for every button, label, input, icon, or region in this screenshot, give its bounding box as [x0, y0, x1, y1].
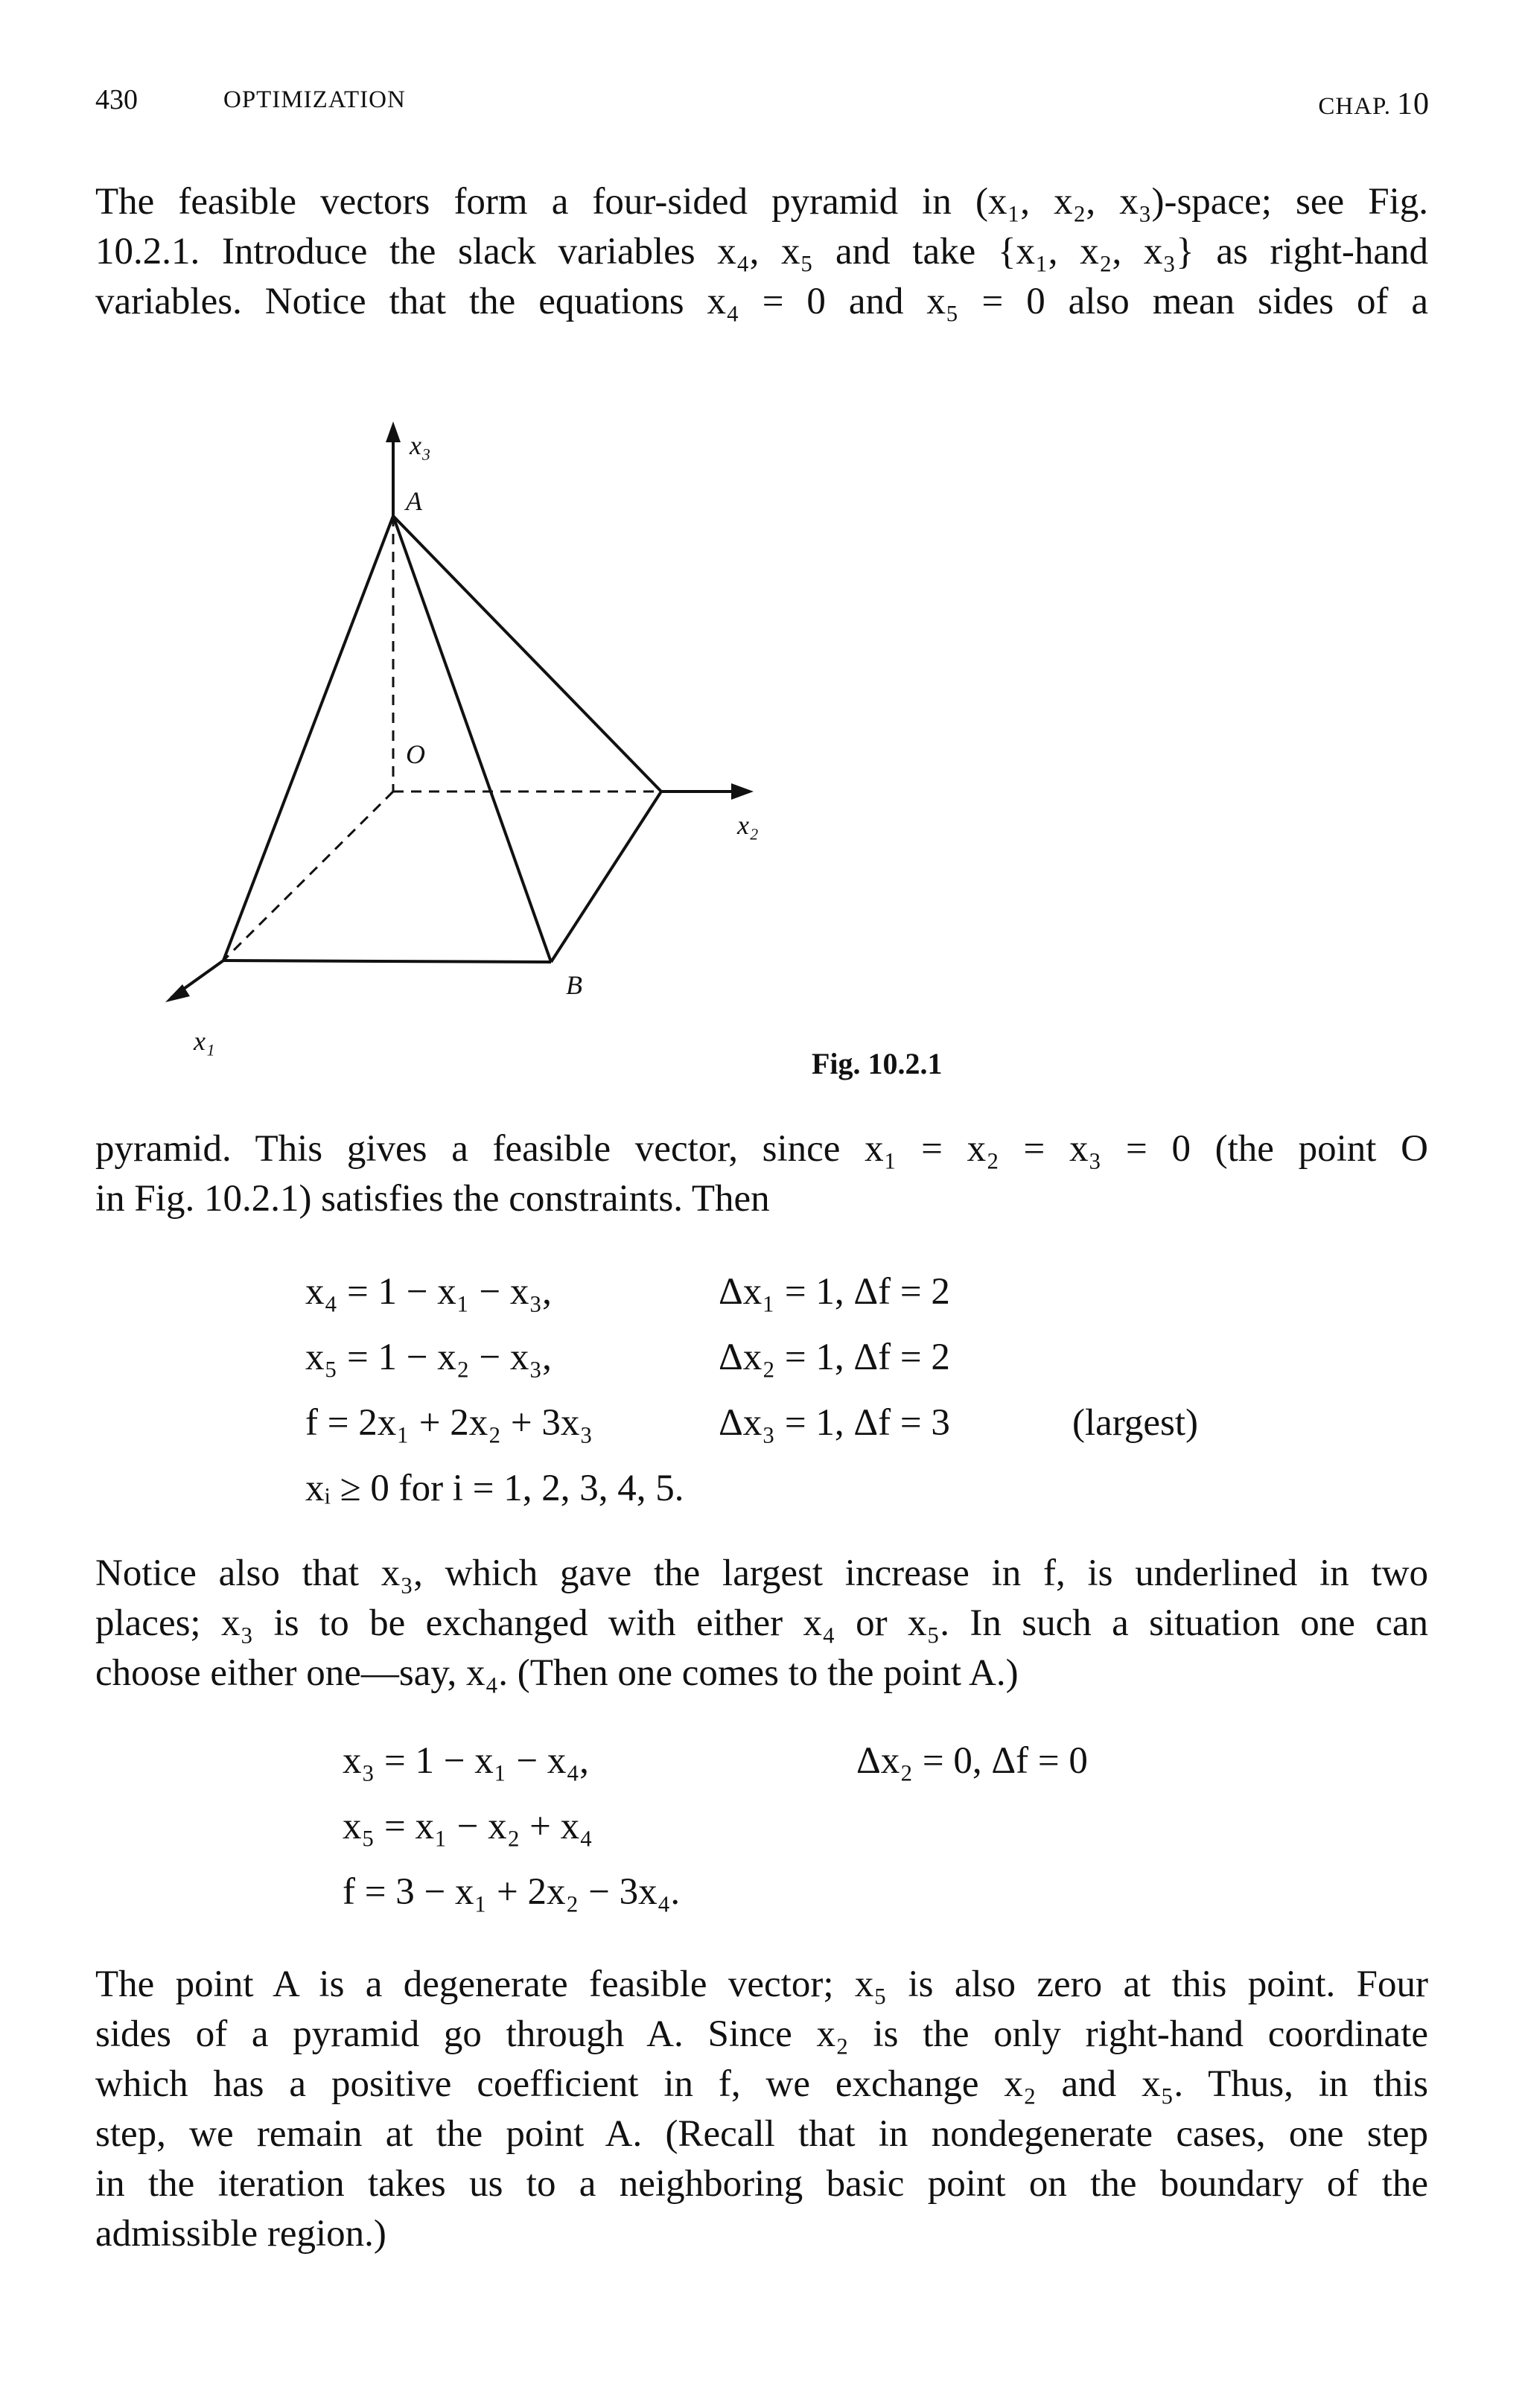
- text-line: variables. Notice that the equations x₄ = 0 and x₅ = 0 also mean sides of a: [95, 281, 1428, 322]
- text-line: in the iteration takes us to a neighboring basic point on the boundary of the: [95, 2163, 1428, 2205]
- paragraph-1: [95, 177, 1428, 327]
- equation-rhs: Δx₁ = 1, Δf = 2: [719, 1271, 950, 1313]
- text-line: 10.2.1. Introduce the slack variables x₄, x₅ and take {x₁, x₂, x₃} as right-hand: [95, 231, 1428, 273]
- equation-system-2: [343, 1735, 1311, 1914]
- page-number: 430: [95, 84, 138, 115]
- x2-arrow-icon: [731, 783, 754, 800]
- figure-caption: Fig. 10.2.1: [812, 1047, 943, 1080]
- paragraph-2: [95, 1124, 1428, 1224]
- text-line: step, we remain at the point A. (Recall that in nondegenerate cases, one step: [95, 2113, 1428, 2155]
- text-line: Notice also that x₃, which gave the largest increase in f, is underlined in two: [95, 1552, 1428, 1594]
- equation-rhs: Δx₃ = 1, Δf = 3: [719, 1402, 950, 1444]
- point-o-label: O: [406, 739, 425, 769]
- objective-function: f = 2x₁ + 2x₂ + 3x₃: [305, 1402, 593, 1444]
- nonnegativity-constraint: xᵢ ≥ 0 for i = 1, 2, 3, 4, 5.: [305, 1468, 684, 1509]
- chapter-marker: [1318, 86, 1430, 122]
- pyramid-figure: [149, 417, 1042, 1087]
- text-line: places; x₃ is to be exchanged with either x₄ or x₅. In such a situation one can: [95, 1602, 1428, 1644]
- pyramid-edge: [223, 516, 393, 961]
- chapter-number: 10: [1397, 87, 1430, 121]
- pyramid-edge: [393, 516, 661, 791]
- point-a-label: A: [406, 486, 422, 516]
- paragraph-3: [95, 1549, 1428, 1698]
- point-b-label: B: [566, 970, 582, 1000]
- equation-lhs: x₅ = x₁ − x₂ + x₄: [343, 1806, 593, 1847]
- text-line: pyramid. This gives a feasible vector, since x₁ = x₂ = x₃ = 0 (the point O: [95, 1128, 1428, 1170]
- text-line: sides of a pyramid go through A. Since x₂ is the only right-hand coordinate: [95, 2013, 1428, 2055]
- pyramid-edge: [551, 791, 661, 962]
- running-header: [95, 83, 1430, 128]
- paragraph-4: [95, 1960, 1428, 2259]
- chapter-label: CHAP.: [1318, 93, 1391, 120]
- objective-function: f = 3 − x₁ + 2x₂ − 3x₄.: [343, 1871, 681, 1913]
- x2-axis-label: x₂: [737, 810, 759, 840]
- pyramid-edge: [223, 961, 551, 962]
- text-line: choose either one—say, x₄. (Then one comes to the point A.): [95, 1652, 1019, 1694]
- equation-lhs: x₄ = 1 − x₁ − x₃,: [305, 1271, 552, 1313]
- text-line: admissible region.): [95, 2213, 386, 2255]
- x1-axis-label: x₁: [194, 1026, 215, 1056]
- text-line: The point A is a degenerate feasible vector; x₅ is also zero at this point. Four: [95, 1963, 1428, 2005]
- equation-note: (largest): [1072, 1402, 1198, 1444]
- equation-rhs: Δx₂ = 0, Δf = 0: [856, 1740, 1088, 1782]
- hidden-edge: [223, 791, 393, 961]
- text-line: The feasible vectors form a four-sided pyramid in (x₁, x₂, x₃)-space; see Fig.: [95, 181, 1428, 223]
- equation-lhs: x₅ = 1 − x₂ − x₃,: [305, 1337, 552, 1378]
- text-line: which has a positive coefficient in f, we exchange x₂ and x₅. Thus, in this: [95, 2063, 1428, 2105]
- x3-axis-label: x₃: [410, 430, 431, 460]
- x3-arrow-icon: [386, 421, 401, 442]
- equation-rhs: Δx₂ = 1, Δf = 2: [719, 1337, 950, 1378]
- equation-lhs: x₃ = 1 − x₁ − x₄,: [343, 1740, 589, 1782]
- text-line: in Fig. 10.2.1) satisfies the constraints. Then: [95, 1178, 770, 1220]
- chapter-title: OPTIMIZATION: [223, 86, 406, 113]
- equation-system-1: [305, 1266, 1348, 1509]
